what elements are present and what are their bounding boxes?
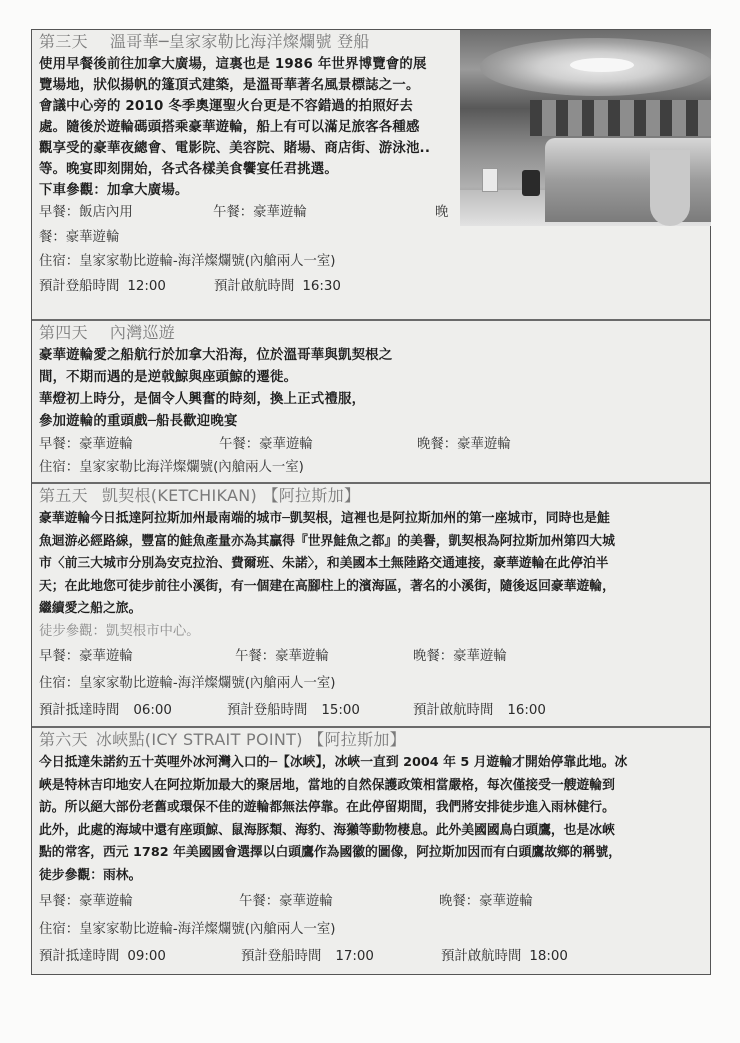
breakfast: 早餐：豪華遊輪 bbox=[39, 648, 133, 664]
itinerary-table bbox=[31, 29, 711, 975]
description-line: 今日抵達朱諾約五十英哩外冰河灣入口的─【冰峽】，冰峽一直到 2004 年 5 月遊輪才開始停靠此地。冰 bbox=[39, 755, 628, 770]
time-value: 09:00 bbox=[127, 949, 166, 964]
time-label: 預計抵達時間 bbox=[39, 949, 120, 964]
day-route: 凱契根(KETCHIKAN) 【阿拉斯加】 bbox=[101, 486, 361, 505]
day-number: 第六天 bbox=[39, 730, 88, 749]
description-line: 市〈前三大城市分別為安克拉治、費爾班、朱諾〉，和美國本土無陸路交通連接，豪華遊輪在此停泊半 bbox=[39, 556, 609, 571]
day-number: 第四天 bbox=[39, 323, 88, 342]
sightseeing-line: 徒步參觀：凱契根市中心。 bbox=[39, 623, 200, 639]
breakfast: 早餐：豪華遊輪 bbox=[39, 894, 133, 909]
time-value: 06:00 bbox=[133, 702, 172, 718]
lodging: 住宿：皇家家勒比遊輪-海洋燦爛號(內艙兩人一室) bbox=[39, 675, 336, 691]
shopping-bag-shape bbox=[522, 170, 540, 196]
description-line: 豪華遊輪今日抵達阿拉斯加州最南端的城市─凱契根，這裡也是阿拉斯加州的第一座城市，同時也是鮭 bbox=[39, 511, 610, 526]
shop-windows-shape bbox=[530, 100, 711, 136]
time-label: 預計登船時間 bbox=[241, 949, 322, 964]
description-line: 處。隨後於遊輪碼頭搭乘豪華遊輪，船上有可以滿足旅客各種感 bbox=[39, 120, 420, 135]
description-line: 等。晚宴即刻開始，各式各樣美食饗宴任君挑選。 bbox=[39, 162, 338, 177]
description-line: 華燈初上時分，是個令人興奮的時刻，換上正式禮服， bbox=[39, 392, 366, 407]
day-route: 內灣巡遊 bbox=[109, 323, 176, 342]
time-value: 16:30 bbox=[302, 278, 341, 294]
day-5-section bbox=[32, 484, 710, 728]
day-title bbox=[39, 321, 703, 345]
time-value: 17:00 bbox=[335, 949, 374, 964]
description-line: 峽是特林吉印地安人在阿拉斯加最大的聚居地，當地的自然保護政策相當嚴格，每次僅接受一艘遊輪到 bbox=[39, 777, 615, 793]
shopping-bag-shape bbox=[482, 168, 498, 192]
lodging: 住宿：皇家家勒比海洋燦爛號(內艙兩人一室) bbox=[39, 460, 304, 475]
description-line: 豪華遊輪愛之船航行於加拿大沿海，位於溫哥華與凱契根之 bbox=[39, 348, 393, 363]
breakfast: 早餐：豪華遊輪 bbox=[39, 437, 133, 452]
lodging: 住宿：皇家家勒比遊輪-海洋燦爛號(內艙兩人一室) bbox=[39, 922, 336, 937]
description-line: 訪。所以絕大部份老舊或環保不佳的遊輪都無法停靠。在此停留期間，我們將安排徒步進入雨林健行。 bbox=[39, 800, 615, 815]
time-value: 16:00 bbox=[507, 702, 546, 718]
lunch: 午餐：豪華遊輪 bbox=[219, 437, 313, 452]
day-route: 冰峽點(ICY STRAIT POINT) 【阿拉斯加】 bbox=[95, 730, 406, 749]
lunch: 午餐：豪華遊輪 bbox=[235, 648, 329, 664]
day-description bbox=[39, 752, 703, 887]
description-line: 此外，此處的海域中還有座頭鯨、鼠海豚類、海豹、海獺等動物棲息。此外美國國鳥白頭鷹，也是冰峽 bbox=[39, 822, 615, 838]
lodging: 住宿：皇家家勒比遊輪-海洋燦爛號(內艙兩人一室) bbox=[39, 254, 336, 269]
time-value: 18:00 bbox=[529, 949, 568, 964]
day-title bbox=[39, 484, 703, 508]
time-label: 預計啟航時間 bbox=[413, 702, 494, 718]
day-description bbox=[39, 508, 703, 621]
time-label: 預計啟航時間 bbox=[441, 949, 522, 964]
description-line: 間，不期而遇的是逆戟鯨與座頭鯨的遷徙。 bbox=[39, 370, 298, 385]
day-3-section bbox=[32, 30, 710, 321]
lunch: 午餐：豪華遊輪 bbox=[213, 205, 307, 220]
breakfast: 早餐：飯店內用 bbox=[39, 205, 133, 220]
description-line: 魚迴游必經路線，豐富的鮭魚產量亦為其贏得『世界鮭魚之都』的美譽，凱契根為阿拉斯加州第四大城 bbox=[39, 533, 615, 549]
description-line: 使用早餐後前往加拿大廣場，這裏也是 1986 年世界博覽會的展 bbox=[39, 57, 427, 72]
time-label: 預計啟航時間 bbox=[214, 278, 295, 294]
schedule-times bbox=[39, 275, 703, 300]
meals-row bbox=[39, 643, 703, 670]
description-line: 會議中心旁的 2010 冬季奧運聖火台更是不容錯過的拍照好去 bbox=[39, 99, 413, 114]
meals-row bbox=[39, 887, 703, 916]
time-label: 預計抵達時間 bbox=[39, 702, 120, 718]
dinner: 晚餐：豪華遊輪 bbox=[413, 648, 507, 664]
schedule-times bbox=[39, 697, 703, 724]
description-line: 天；在此地您可徒步前往小溪街，有一個建在高腳柱上的濱海區，著名的小溪街，隨後返回豪華遊輪， bbox=[39, 578, 615, 594]
dinner: 晚餐：豪華遊輪 bbox=[439, 894, 533, 909]
sightseeing-line: 下車參觀：加拿大廣場。 bbox=[39, 183, 189, 198]
counter-column-shape bbox=[650, 150, 690, 226]
cruise-promenade-photo bbox=[460, 30, 711, 226]
time-value: 12:00 bbox=[127, 278, 166, 294]
skylight-shape bbox=[570, 58, 634, 72]
lunch: 午餐：豪華遊輪 bbox=[239, 894, 333, 909]
dinner: 餐：豪華遊輪 bbox=[39, 229, 120, 245]
day-description bbox=[39, 345, 703, 433]
description-line: 觀享受的豪華夜總會、電影院、美容院、賭場、商店街、游泳池.. bbox=[39, 141, 431, 156]
day-number: 第三天 bbox=[39, 32, 88, 51]
dinner: 晚餐：豪華遊輪 bbox=[417, 437, 511, 452]
time-value: 15:00 bbox=[321, 702, 360, 718]
day-6-section bbox=[32, 728, 710, 976]
meals-row bbox=[39, 433, 703, 456]
description-line: 參加遊輪的重頭戲─船長歡迎晚宴 bbox=[39, 414, 238, 429]
day-number: 第五天 bbox=[39, 486, 88, 505]
day-title bbox=[39, 728, 703, 752]
description-line: 覽場地，狀似揚帆的篷頂式建築，是溫哥華著名風景標誌之一。 bbox=[39, 78, 420, 93]
day-4-section bbox=[32, 321, 710, 484]
description-line: 點的常客，西元 1782 年美國國會選擇以白頭鷹作為國徽的圖像，阿拉斯加因而有白頭鷹故鄉的稱號， bbox=[39, 845, 621, 860]
day-route: 溫哥華─皇家家勒比海洋燦爛號 登船 bbox=[109, 32, 370, 51]
time-label: 預計登船時間 bbox=[39, 278, 120, 294]
sightseeing-line: 徒步參觀：雨林。 bbox=[39, 867, 142, 883]
dinner-label-part: 晚 bbox=[435, 205, 449, 220]
description-line: 繼續愛之船之旅。 bbox=[39, 601, 142, 616]
time-label: 預計登船時間 bbox=[227, 702, 308, 718]
schedule-times bbox=[39, 943, 703, 970]
